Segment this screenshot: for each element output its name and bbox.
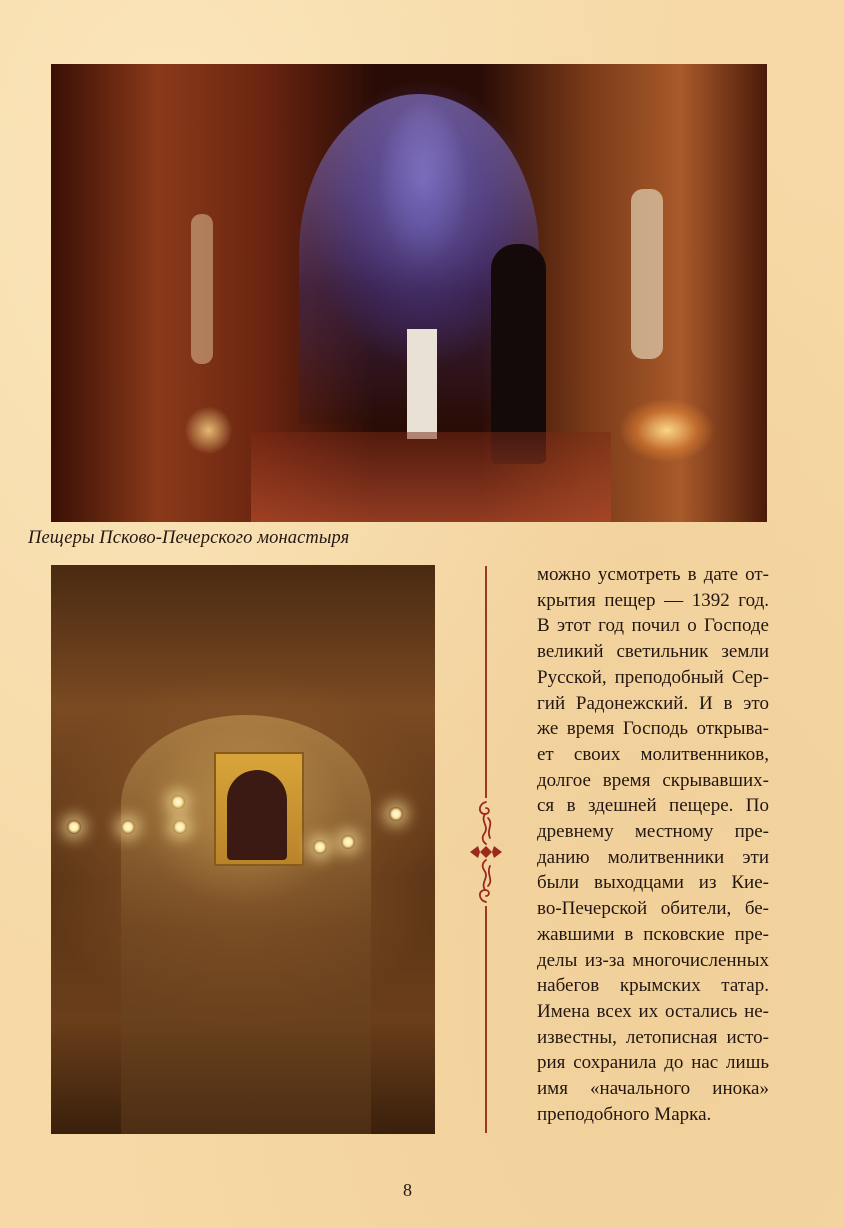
candle-light: [121, 820, 135, 834]
photo-caption: Пещеры Псково-Печерского монастыря: [28, 528, 350, 548]
text-line: гий Радонежский. И в это: [537, 692, 769, 714]
page-number: 8: [403, 1180, 412, 1200]
text-line: делы из-за многочисленных: [537, 949, 769, 971]
monk-figure: [491, 244, 546, 464]
text-line: Имена всех их остались не-: [537, 1000, 769, 1022]
text-line: во-Печерской обители, бе-: [537, 898, 769, 920]
text-line: долгое время скрывавших-: [537, 769, 769, 791]
text-line: ся в здешней пещере. По: [537, 795, 769, 817]
text-line: известны, летописная исто-: [537, 1026, 769, 1048]
text-line: были выходцами из Кие-: [537, 872, 769, 894]
candle-light: [313, 840, 327, 854]
photo-cave-passage: [51, 565, 435, 1134]
photo-cave-chapel: [51, 64, 767, 522]
candle-light: [173, 820, 187, 834]
text-line: преподобного Марка.: [537, 1103, 712, 1125]
text-line: жавшими в псковские пре-: [537, 923, 769, 945]
candle-light: [67, 820, 81, 834]
text-line: же время Господь открыва-: [537, 718, 769, 740]
fleuron-icon: [468, 800, 504, 904]
text-line: можно усмотреть в дате от-: [537, 564, 769, 585]
text-line: великий светильник земли: [537, 641, 769, 663]
text-line: набегов крымских татар.: [537, 975, 769, 997]
text-line: Русской, преподобный Сер-: [537, 666, 769, 688]
icon-figure: [227, 770, 287, 860]
text-line: имя «начального инока»: [537, 1078, 769, 1100]
text-line: древнему местному пре-: [537, 821, 769, 843]
text-line: данию молитвенники эти: [537, 846, 769, 868]
text-line: ет своих молитвенников,: [537, 743, 769, 765]
column-divider-bottom: [485, 906, 487, 1133]
text-line: рия сохранила до нас лишь: [537, 1052, 769, 1074]
cave-floor: [251, 432, 611, 522]
text-line: В этот год почил о Господе: [537, 615, 769, 637]
text-line: крытия пещер — 1392 год.: [537, 589, 769, 611]
candle-light: [341, 835, 355, 849]
candle-light: [171, 795, 185, 809]
white-pillar: [407, 329, 437, 439]
column-divider-top: [485, 566, 487, 798]
memorial-plaque-left: [191, 214, 213, 364]
memorial-plaque-right: [631, 189, 663, 359]
body-paragraph: [537, 562, 769, 1127]
candle-light: [389, 807, 403, 821]
